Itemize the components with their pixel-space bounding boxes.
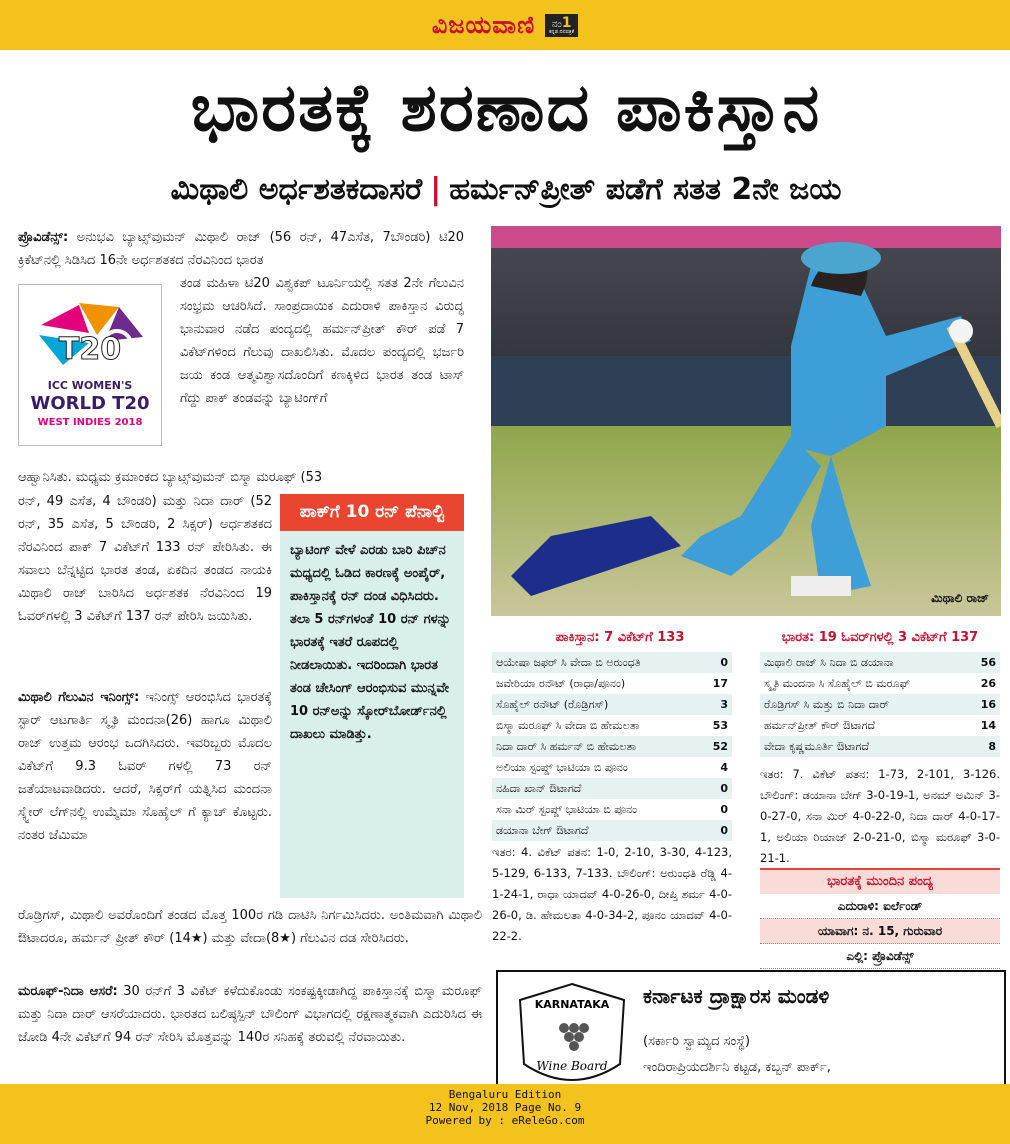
badge-no: ನಂ	[551, 18, 562, 30]
score-row	[492, 673, 732, 694]
score-row	[492, 757, 732, 778]
batter-runs: 16	[980, 698, 996, 711]
india-scorecard	[760, 652, 1000, 757]
photo-caption: ಮಿಥಾಲಿ ರಾಜ್	[931, 591, 989, 605]
batter-name: ಹರ್ಮನ್‌ಪ್ರೀತ್ ಕೌರ್ ಔಟಾಗದೆ	[764, 719, 876, 732]
world-t20-logo	[18, 284, 162, 446]
penalty-sidebar	[280, 494, 464, 898]
article-para-1d: ರನ್, 49 ಎಸೆತ, 4 ಬೌಂಡರಿ) ಮತ್ತು ನಿದಾ ದಾರ್ (52 ರನ್, 35 ಎಸೆತ, 5 ಬೌಂಡರಿ, 2 ಸಿಕ್ಸರ್) ಅರ್ಧಶತಕದ ನೆರವಿನಿಂದ ಪಾಕ್ 7 ವಿಕೆಟ್‌ಗೆ 133 ರನ್ ಪೇರಿಸಿತು. ಈ ಸವಾಲು ಬೆನ್ನಟ್ಟಿದ ಭಾರತ ತಂಡ, ಏಕದಿನ ತಂಡದ ನಾಯಕಿ ಮಿಥಾಲಿ ರಾಜ್ ಬಾರಿಸಿದ ಅರ್ಧಶತಕ ನೆರವಿನಿಂದ 19 ಓವರ್‌ಗಳಲ್ಲಿ 3 ವಿಕೆಟ್‌ಗೆ 137 ರನ್ ಪೇರಿಸಿ ಜಯಿಸಿತು.	[18, 494, 272, 624]
subheadline-right: ಹರ್ಮನ್‌ಪ್ರೀತ್ ಪಡೆಗೆ ಸತತ 2ನೇ ಜಯ	[449, 172, 842, 207]
logo-wordmark: T20	[58, 332, 122, 367]
article-text-3: 30 ರನ್‌ಗೆ 3 ವಿಕೆಟ್ ಕಳೆದುಕೊಂಡು ಸಂಕಷ್ಟಕ್ಕೀಡಾಗಿದ್ದ ಪಾಕಿಸ್ತಾನಕ್ಕೆ ಬಿಸ್ಮಾ ಮರೂಫ್ ಮತ್ತು ನಿದಾ ದಾರ್ ಆಸರೆಯಾದರು. ಭಾರತದ ಬಲಿಷ್ಠಸ್ಪಿನ್ ಬೌಲಿಂಗ್ ವಿಭಾಗದಲ್ಲಿ ರಕ್ಷಣಾತ್ಮಕವಾಗಿ ಎದುರಿಸಿದ ಈ ಜೋಡಿ 4ನೇ ವಿಕೆಟ್‌ಗೆ 94 ರನ್ ಸೇರಿಸಿ ಮೊತ್ತವನ್ನು 140ರ ಸನಿಹಕ್ಕೆ ತರುವಲ್ಲಿ ನೆರವಾಯಿತು.	[18, 984, 482, 1045]
logo-line-2: WORLD T20	[30, 393, 150, 414]
next-match-when: ಯಾವಾಗ: ನ. 15, ಗುರುವಾರ	[760, 919, 1000, 944]
batter-name: ವೇದಾ ಕೃಷ್ಣಮೂರ್ತಿ ಔಟಾಗದೆ	[764, 740, 870, 753]
batter-runs: 53	[712, 719, 728, 732]
logo-line-3: WEST INDIES 2018	[37, 417, 143, 428]
number-one-badge	[545, 14, 578, 37]
batter-runs: 4	[720, 761, 728, 774]
score-row	[492, 715, 732, 736]
batter-runs: 3	[720, 698, 728, 711]
score-row	[760, 652, 1000, 673]
next-match-opponent: ಎದುರಾಳಿ: ಐರ್ಲೆಂಡ್	[760, 894, 1000, 919]
article-para-1b: ತಂಡ ಮಹಿಳಾ ಟಿ20 ವಿಶ್ವಕಪ್ ಟೂರ್ನಿಯಲ್ಲಿ ಸತತ 2ನೇ ಗೆಲುವಿನ ಸಂಭ್ರಮ ಆಚರಿಸಿದೆ. ಸಾಂಪ್ರದಾಯಿಕ ಎದುರಾಳಿ ಪಾಕಿಸ್ತಾನ ವಿರುದ್ಧ ಭಾನುವಾರ ನಡೆದ ಪಂದ್ಯದಲ್ಲಿ ಹರ್ಮನ್‌ಪ್ರೀತ್ ಕೌರ್ ಪಡೆ 7 ವಿಕೆಟ್‌ಗಳಿಂದ ಗೆಲುವು ದಾಖಲಿಸಿತು. ಮೊದಲ ಪಂದ್ಯದಲ್ಲಿ ಭರ್ಜರಿ ಜಯ ಕಂಡ ಆತ್ಮವಿಶ್ವಾಸದೊಂದಿಗೆ ಕಣಕ್ಕಿಳಿದ ಭಾರತ ತಂಡ ಟಾಸ್ ಗೆದ್ದು ಪಾಕ್ ತಂಡವನ್ನು ಬ್ಯಾಟಿಂಗ್‌ಗೆ	[180, 276, 464, 406]
batter-runs: 56	[980, 656, 996, 669]
mithali-photo	[491, 226, 1001, 616]
batter-name: ಜವೇರಿಯಾ ರನೌಟ್ (ರಾಧಾ/ಪೂನಂ)	[496, 677, 626, 690]
score-row	[492, 694, 732, 715]
article-text-2: ಇನಿಂಗ್ಸ್ ಆರಂಭಿಸಿದ ಭಾರತಕ್ಕೆ ಸ್ಟಾರ್ ಆಟಗಾರ್ತಿ ಸ್ಮೃತಿ ಮಂದನಾ(26) ಹಾಗೂ ಮಿಥಾಲಿ ರಾಜ್ ಉತ್ತಮ ಆರಂಭ ಒದಗಿಸಿದರು. ಇವರಿಬ್ಬರು ಮೊದಲ ವಿಕೆಟ್‌ಗೆ 9.3 ಓವರ್ ಗಳಲ್ಲಿ 73 ರನ್ ಜತೆಯಾಟವಾಡಿದರು. ಆದರೆ, ಸಿಕ್ಸರ್‌ಗೆ ಯತ್ನಿಸಿದ ಮಂದನಾ ಸ್ಕ್ವೇರ್ ಲೆಗ್‌ನಲ್ಲಿ ಉಮ್ಮೆಮಾ ಸೊಹೈಲ್ ಗೆ ಕ್ಯಾಚ್ ಕೊಟ್ಟರು. ನಂತರ ಜೆಮಿಮಾ	[18, 690, 272, 843]
score-row	[760, 736, 1000, 757]
batter-runs: 0	[720, 803, 728, 816]
batter-name: ಮಿಥಾಲಿ ರಾಜ್ ಸಿ ನಿದಾ ಬಿ ಡಯಾನಾ	[764, 656, 894, 669]
score-row	[760, 694, 1000, 715]
dateline: ಪ್ರೊವಿಡೆನ್ಸ್:	[18, 230, 69, 245]
batter-runs: 14	[980, 719, 996, 732]
batter-name: ಆಯೇಷಾ ಜಫರ್ ಸಿ ವೇದಾ ಬಿ ಅರುಂಧತಿ	[496, 656, 641, 669]
masthead	[0, 0, 1010, 50]
subheadline	[14, 168, 998, 212]
batter-runs: 52	[712, 740, 728, 753]
footer-edition: Bengaluru Edition	[448, 1088, 562, 1101]
score-row	[492, 652, 732, 673]
score-row	[492, 778, 732, 799]
india-score-title: ಭಾರತ: 19 ಓವರ್‌ಗಳಲ್ಲಿ 3 ವಿಕೆಟ್‌ಗೆ 137	[781, 630, 979, 645]
ad-line-1: (ಸರ್ಕಾರಿ ಸ್ವಾಮ್ಯದ ಸಂಸ್ಥೆ)	[643, 1034, 751, 1049]
pakistan-score-title: ಪಾಕಿಸ್ತಾನ: 7 ವಿಕೆಟ್‌ಗೆ 133	[555, 630, 685, 645]
batter-name: ರೊಡ್ರಿಗಸ್ ಸಿ ಮತ್ತು ಬಿ ನಿದಾ ದಾರ್	[764, 698, 889, 711]
seal-top-text: KARNATAKA	[534, 998, 610, 1011]
score-row	[760, 673, 1000, 694]
batter-name: ನಹಿದಾ ಖಾನ್ ಔಟಾಗದೆ	[496, 782, 582, 795]
masthead-title: ವಿಜಯವಾಣಿ	[431, 11, 536, 39]
india-extras: ಇತರ: 7. ವಿಕೆಟ್ ಪತನ: 1-73, 2-101, 3-126. ಬೌಲಿಂಗ್: ಡಯಾನಾ ಬೇಗ್ 3-0-19-1, ಅನಮ್ ಅಮಿನ್ 3-0-27-0, ಸನಾ ಮಿರ್ 4-0-22-0, ನಿದಾ ದಾರ್ 4-0-17-1, ಅಲಿಯಾ ರಿಯಾಜ್ 2-0-21-0, ಬಿಸ್ಮಾ ಮರೂಫ್ 3-0-21-1.	[760, 767, 1000, 865]
article-para-2b: ರೊಡ್ರಿಗಸ್, ಮಿಥಾಲಿ ಅವರೊಂದಿಗೆ ತಂಡದ ಮೊತ್ತ 100ರ ಗಡಿ ದಾಟಿಸಿ ನಿರ್ಗಮಿಸಿದರು. ಅಂತಿಮವಾಗಿ ಮಿಥಾಲಿ ಔಟಾದರೂ, ಹರ್ಮನ್ ಪ್ರೀತ್ ಕೌರ್ (14★) ಮತ್ತು ವೇದಾ(8★) ಗೆಲುವಿನ ದಡ ಸೇರಿಸಿದರು.	[18, 908, 482, 946]
logo-line-1: ICC WOMEN'S	[47, 379, 133, 392]
sidebar-body: ಬ್ಯಾಟಿಂಗ್ ವೇಳೆ ಎರಡು ಬಾರಿ ಪಿಚ್‌ನ ಮಧ್ಯದಲ್ಲಿ ಓಡಿದ ಕಾರಣಕ್ಕೆ ಅಂಪೈರ್, ಪಾಕಿಸ್ತಾನಕ್ಕೆ ರನ್ ದಂಡ ವಿಧಿಸಿದರು. ತಲಾ 5 ರನ್‌ಗಳಂತೆ 10 ರನ್ ಗಳನ್ನು ಭಾರತಕ್ಕೆ ಇತರೆ ರೂಪದಲ್ಲಿ ನೀಡಲಾಯಿತು. ಇದರಿಂದಾಗಿ ಭಾರತ ತಂಡ ಚೇಸಿಂಗ್ ಆರಂಭಿಸುವ ಮುನ್ನವೇ 10 ರನ್‌ಅನ್ನು ಸ್ಕೋರ್‌ಬೋರ್ಡ್‌ನಲ್ಲಿ ದಾಖಲು ಮಾಡಿತ್ತು.	[290, 543, 451, 742]
footer-date: 12 Nov, 2018 Page No. 9	[428, 1101, 582, 1114]
score-row	[492, 820, 732, 841]
score-row	[492, 799, 732, 820]
article-para-3	[18, 980, 482, 1076]
batter-runs: 8	[988, 740, 996, 753]
subheadline-left: ಮಿಥಾಲಿ ಅರ್ಧಶತಕದಾಸರೆ	[170, 172, 423, 207]
badge-sub: ಕನ್ನಡ ದಿನಪತ್ರಿಕೆ	[549, 28, 575, 35]
footer	[0, 1084, 1010, 1144]
wine-board-ad	[496, 970, 1006, 1089]
batter-name: ಡಯಾನಾ ಬೇಗ್ ಔಟಾಗದೆ	[496, 824, 589, 837]
subheadline-separator: |	[430, 172, 442, 207]
badge-num: 1	[561, 14, 572, 31]
score-row	[492, 736, 732, 757]
batter-name: ಬಿಸ್ಮಾ ಮರೂಫ್ ಸಿ ವೇದಾ ಬಿ ಹೇಮಲತಾ	[496, 719, 640, 732]
score-row	[760, 715, 1000, 736]
next-match-title: ಭಾರತಕ್ಕೆ ಮುಂದಿನ ಪಂದ್ಯ	[760, 870, 1000, 894]
footer-powered[interactable]: Powered by : eReleGo.com	[425, 1114, 585, 1127]
subhead-mithali: ಮಿಥಾಲಿ ಗೆಲುವಿನ ಇನಿಂಗ್ಸ್:	[18, 690, 140, 705]
article-para-2	[18, 686, 272, 902]
batter-runs: 0	[720, 782, 728, 795]
subhead-maroof-nida: ಮರೂಫ್-ನಿದಾ ಆಸರೆ:	[18, 984, 118, 999]
pakistan-extras: ಇತರ: 4. ವಿಕೆಟ್ ಪತನ: 1-0, 2-10, 3-30, 4-123, 5-129, 6-133, 7-133. ಬೌಲಿಂಗ್: ಅರುಂಧತಿ ರೆಡ್ಡಿ 4-1-24-1, ರಾಧಾ ಯಾದವ್ 4-0-26-0, ದೀಪ್ತಿ ಶರ್ಮ 4-0-26-0, ಡಿ. ಹೇಮಲತಾ 4-0-34-2, ಪೂನಂ ಯಾದವ್ 4-0-22-2.	[492, 845, 732, 943]
batter-name: ಸೊಹೈಲ್ ರನೌಟ್ (ರೊಡ್ರಿಗಸ್)	[496, 698, 609, 711]
batter-runs: 0	[720, 824, 728, 837]
batter-name: ನಿದಾ ದಾರ್ ಸಿ ಹರ್ಮನ್ ಬಿ ಹೇಮಲತಾ	[496, 740, 637, 753]
batter-runs: 0	[720, 656, 728, 669]
sidebar-title: ಪಾಕ್‌ಗೆ 10 ರನ್ ಪೆನಾಲ್ಟಿ	[280, 494, 464, 531]
wine-board-seal	[512, 978, 632, 1089]
batter-name: ಅಲಿಯಾ ಸ್ಟಂಪ್ಡ್ ಭಾಟಿಯಾ ಬಿ ಪೂನಂ	[496, 761, 628, 774]
article-para-1	[18, 226, 464, 274]
batter-runs: 26	[980, 677, 996, 690]
batter-name: ಸ್ಮೃತಿ ಮಂದನಾ ಸಿ ಸೊಹೈಲ್ ಬಿ ಮರೂಫ್	[764, 677, 911, 690]
batter-runs: 17	[712, 677, 728, 690]
ad-line-2: ಇಂದಿರಾಪ್ರಿಯದರ್ಶಿನಿ ಕಟ್ಟಡ, ಕಬ್ಬನ್ ಪಾರ್ಕ್,	[643, 1060, 831, 1075]
next-match-where: ಎಲ್ಲಿ: ಪ್ರೊವಿಡೆನ್ಸ್	[760, 944, 1000, 969]
batter-name: ಸನಾ ಮಿರ್ ಸ್ಟಂಪ್ಡ್ ಭಾಟಿಯಾ ಬಿ ಪೂನಂ	[496, 803, 638, 816]
pakistan-scorecard	[492, 652, 732, 841]
next-match-box	[760, 868, 1000, 970]
ad-title: ಕರ್ನಾಟಕ ದ್ರಾಕ್ಷಾರಸ ಮಂಡಳಿ	[643, 984, 830, 1008]
article-para-1c: ಆಹ್ವಾನಿಸಿತು. ಮಧ್ಯಮ ಕ್ರಮಾಂಕದ ಬ್ಯಾಟ್ಸ್‌ವುಮನ್ ಬಿಸ್ಮಾ ಮರೂಫ್ (53	[18, 470, 323, 485]
seal-bottom-text: Wine Board	[536, 1059, 608, 1073]
headline: ಭಾರತಕ್ಕೆ ಶರಣಾದ ಪಾಕಿಸ್ತಾನ	[190, 69, 822, 146]
article-text-1: ಅನುಭವಿ ಬ್ಯಾಟ್ಸ್‌ವುಮನ್ ಮಿಥಾಲಿ ರಾಜ್ (56 ರನ್, 47ಎಸೆತ, 7ಬೌಂಡರಿ) ಟಿ20 ಕ್ರಿಕೆಟ್‌ನಲ್ಲಿ ಸಿಡಿಸಿದ 16ನೇ ಅರ್ಧಶತಕದ ನೆರವಿನಿಂದ ಭಾರತ	[18, 230, 464, 268]
